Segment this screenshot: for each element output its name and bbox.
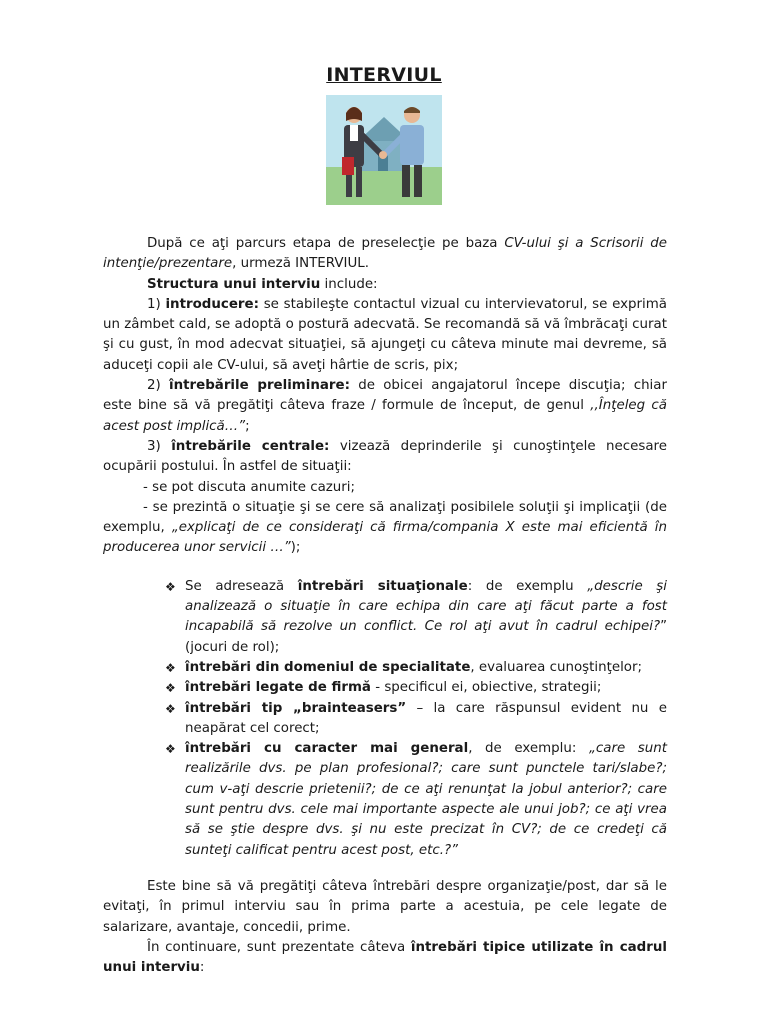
point-3-number: 3) — [147, 438, 172, 454]
point-2-paragraph — [103, 376, 667, 437]
list-item-text: – la care răspunsul evident nu e neapărat cel corect; — [185, 700, 667, 736]
list-item — [103, 577, 667, 658]
diamond-bullet-icon: ❖ — [165, 701, 176, 716]
closing-paragraph-2 — [103, 938, 667, 979]
point-2-number: 2) — [147, 378, 169, 394]
closing-paragraph-1: Este bine să vă pregătiţi câteva întrebări despre organizaţie/post, dar să le evitaţi, în primul interviu sau în prima parte a acestuia, pe cele legate de salarizare, avantaje, concedii, prime. — [103, 878, 667, 935]
point-3-paragraph — [103, 437, 667, 478]
list-item-pre: Se adresează — [185, 578, 298, 594]
structure-paragraph — [103, 275, 667, 295]
structure-heading: Structura unui interviu — [147, 276, 321, 292]
list-item-post: ” (jocuri de rol); — [185, 619, 667, 655]
list-item-heading: întrebări tip „brainteasers” — [185, 700, 407, 716]
structure-rest: include: — [320, 276, 378, 292]
list-item — [103, 739, 667, 861]
dash-situation-end: ); — [290, 540, 301, 556]
point-1-paragraph — [103, 295, 667, 376]
list-item-heading: întrebări cu caracter mai general — [185, 741, 469, 757]
list-item-heading: întrebări situaţionale — [297, 578, 468, 594]
dash-item-situation — [103, 498, 667, 559]
list-item-text: - specificul ei, obiective, strategii; — [370, 680, 602, 696]
question-types-list — [103, 577, 667, 861]
point-1-heading: introducere: — [165, 296, 259, 312]
point-2-italic: ,,Înţeleg că acest post implică…” — [103, 398, 667, 434]
document-body — [103, 234, 667, 978]
diamond-bullet-icon: ❖ — [165, 660, 176, 675]
dash-item-cases: - se pot discuta anumite cazuri; — [143, 479, 356, 495]
closing-2-bold: întrebări tipice utilizate în cadrul unui interviu — [103, 939, 667, 976]
page-title: INTERVIUL — [326, 64, 442, 86]
diamond-bullet-icon: ❖ — [165, 742, 176, 757]
intro-end: , urmeză INTERVIUL. — [232, 256, 369, 272]
list-item — [103, 678, 667, 698]
dash-situation-italic: „explicaţi de ce consideraţi că firma/compania X este mai eficientă în producerea unor servicii …” — [103, 520, 667, 556]
list-item-text: , de exemplu: — [468, 741, 589, 757]
list-item-heading: întrebări din domeniul de specialitate — [185, 659, 471, 675]
diamond-bullet-icon: ❖ — [165, 681, 176, 696]
closing-2-text: În continuare, sunt prezentate câteva — [147, 939, 411, 955]
point-2-heading: întrebările preliminare: — [169, 378, 350, 394]
diamond-bullet-icon: ❖ — [165, 579, 176, 594]
point-3-heading: întrebările centrale: — [171, 438, 330, 454]
intro-italic: CV-ului şi a Scrisorii de intenţie/prezentare — [103, 236, 667, 272]
point-3-text: vizează deprinderile şi cunoştinţele necesare ocupării postului. În astfel de situaţii: — [103, 438, 667, 475]
list-item-heading: întrebări legate de firmă — [185, 680, 371, 696]
list-item — [103, 658, 667, 678]
dash-situation-text: - se prezintă o situaţie şi se cere să analizaţi posibilele soluţii şi implicaţii (de exemplu, — [103, 499, 667, 536]
closing-2-end: : — [199, 960, 205, 976]
intro-text: După ce aţi parcurs etapa de preselecţie pe baza — [147, 236, 505, 251]
intro-paragraph — [103, 234, 667, 275]
point-2-end: ; — [245, 418, 250, 434]
list-item — [103, 699, 667, 740]
point-2-text: de obicei angajatorul începe discuţia; chiar este bine să vă pregătiţi câteva fraze / formule de început, de genul — [103, 378, 667, 414]
point-1-text: se stabileşte contactul vizual cu intervievatorul, se exprimă un zâmbet cald, se adoptă o postură adecvată. Se recomandă să vă îmbrăcaţi curat şi cu gust, în mod adecvat situaţiei, să ajungeţi cu câteva minute mai devreme, să aduceţi copii ale CV-ului, să aveţi hârtie de scris, pix; — [103, 296, 667, 373]
list-item-italic: „care sunt realizările dvs. pe plan profesional?; care sunt punctele tari/slabe?; cum v-aţi descrie prietenii?; de ce aţi renunţat la jobul anterior?; care sunt pentru dvs. cele mai importante aspecte ale unui job?; ce aţi vrea să se ştie despre dvs. şi nu este precizat în CV?; de ce credeţi că sunteţi calificat pentru acest post, etc.?” — [185, 741, 667, 858]
list-item-text: : de exemplu — [467, 578, 588, 594]
handshake-illustration — [326, 95, 442, 205]
list-item-text: , evaluarea cunoştinţelor; — [470, 659, 643, 675]
list-item-italic: „descrie şi analizează o situaţie în care echipa din care aţi făcut parte a fost incapabilă să rezolve un conflict. Ce rol aţi avut în cadrul echipei? — [185, 578, 667, 635]
point-1-number: 1) — [147, 296, 166, 312]
